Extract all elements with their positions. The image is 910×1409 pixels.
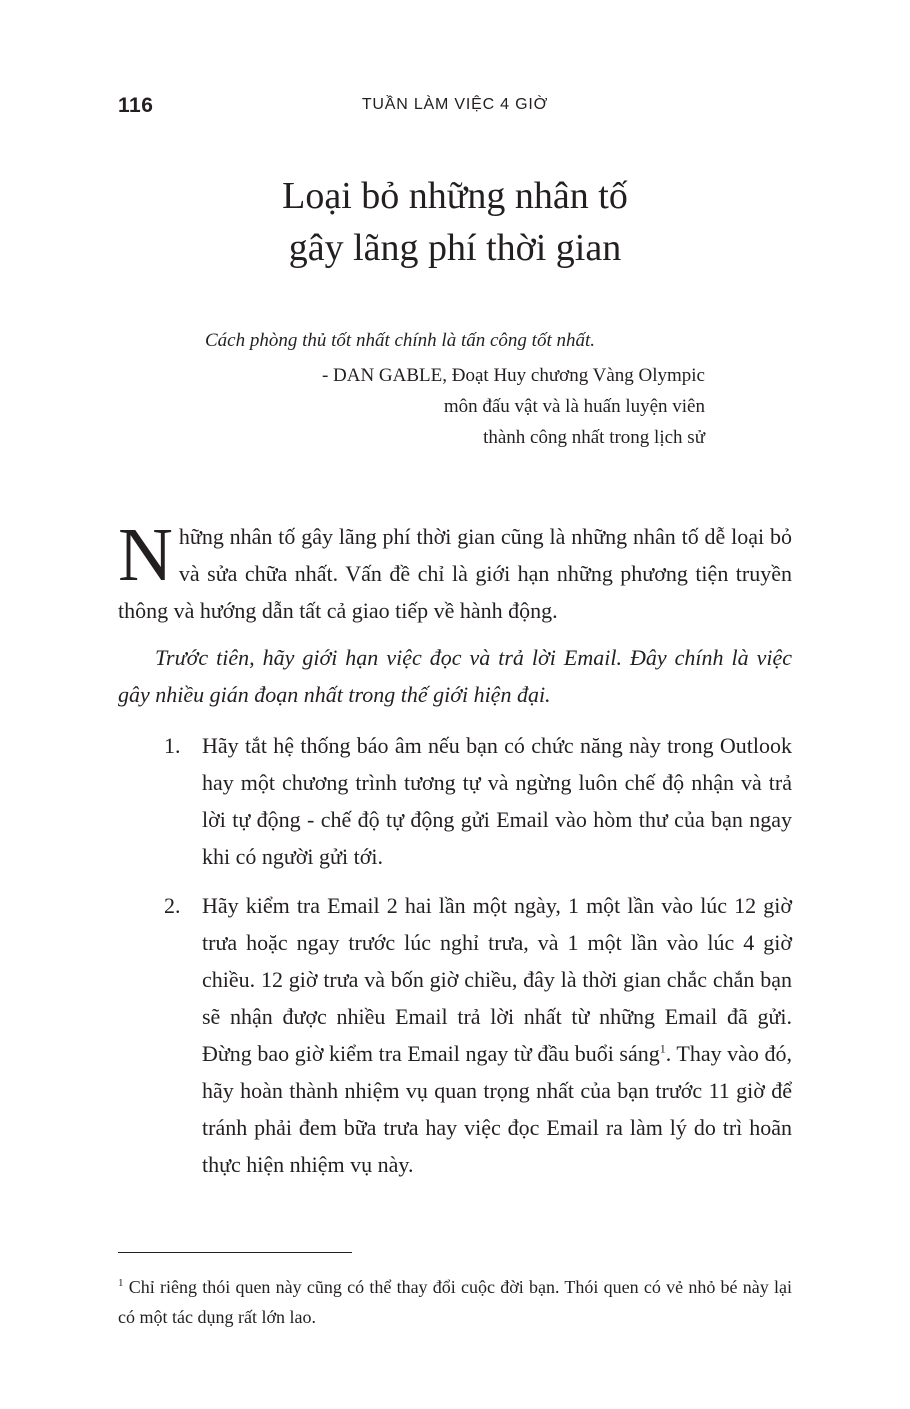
footnote-mark: 1 <box>118 1277 124 1289</box>
chapter-title-line-1: Loại bỏ những nhân tố <box>282 175 628 217</box>
running-head: TUẦN LÀM VIỆC 4 GIỜ <box>361 96 549 113</box>
page-number: 116 <box>118 94 154 117</box>
list-item-text: Hãy tắt hệ thống báo âm nếu bạn có chức năng này trong Outlook hay một chương trình tương tự và ngừng luôn chế độ nhận và trả lời tự động - chế độ tự động gửi Email vào hòm thư của bạn ngay khi có người gửi tới. <box>202 733 792 869</box>
lead-paragraph-text: hững nhân tố gây lãng phí thời gian cũng là những nhân tố dễ loại bỏ và sửa chữa nhất. Vấn đề chỉ là giới hạn những phương tiện truyền thông và hướng dẫn tất cả giao tiếp về hành động. <box>118 524 792 623</box>
steps-list <box>118 727 792 1183</box>
epigraph-attribution <box>205 360 705 453</box>
epigraph-attribution-line-1: - DAN GABLE, Đoạt Huy chương Vàng Olympic <box>321 365 705 386</box>
lead-paragraph <box>118 513 792 629</box>
footnote-divider <box>118 1252 352 1253</box>
footnote-text: Chỉ riêng thói quen này cũng có thể thay đổi cuộc đời bạn. Thói quen có vẻ nhỏ bé này lại có một tác dụng rất lớn lao. <box>118 1277 792 1327</box>
list-item-text-part-2: . Thay vào đó, hãy hoàn thành nhiệm vụ quan trọng nhất của bạn trước 11 giờ để tránh phải đem bữa trưa hay việc đọc Email ra làm lý do trì hoãn thực hiện nhiệm vụ này. <box>202 1041 793 1177</box>
chapter-title-line-2: gây lãng phí thời gian <box>288 227 622 269</box>
epigraph-quote: Cách phòng thủ tốt nhất chính là tấn công tốt nhất. <box>205 330 596 351</box>
footnote <box>118 1272 792 1332</box>
list-item-text <box>202 893 792 1177</box>
body-text <box>118 513 793 1195</box>
chapter-title <box>0 170 910 274</box>
epigraph-attribution-line-2: môn đấu vật và là huấn luyện viên <box>443 396 705 417</box>
list-item <box>118 727 792 875</box>
list-item <box>118 887 792 1183</box>
footnote-reference[interactable]: 1 <box>659 1041 666 1056</box>
epigraph-attribution-line-3: thành công nhất trong lịch sử <box>483 427 705 448</box>
list-item-text-part-1: Hãy kiểm tra Email 2 hai lần một ngày, 1 một lần vào lúc 12 giờ trưa hoặc ngay trước lúc nghỉ trưa, và 1 một lần vào lúc 4 giờ chiều. 12 giờ trưa và bốn giờ chiều, đây là thời gian chắc chắn bạn sẽ nhận được nhiều Email trả lời nhất từ những Email đã gửi. Đừng bao giờ kiểm tra Email ngay từ đầu buổi sáng <box>202 893 792 1066</box>
drop-cap: N <box>118 513 173 597</box>
intro-paragraph: Trước tiên, hãy giới hạn việc đọc và trả lời Email. Đây chính là việc gây nhiều gián đoạn nhất trong thế giới hiện đại. <box>118 645 792 707</box>
epigraph <box>205 326 705 453</box>
list-item-number: 2. <box>164 893 181 918</box>
list-item-number: 1. <box>164 733 181 758</box>
